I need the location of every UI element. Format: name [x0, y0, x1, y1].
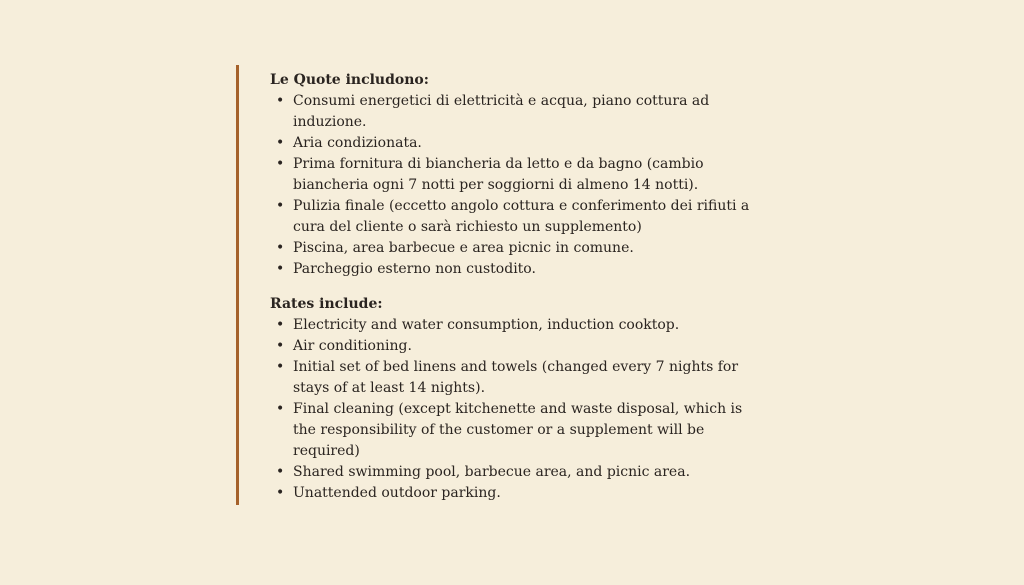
- english-inclusions-list: [270, 315, 756, 504]
- list-item: • Unattended outdoor parking.: [270, 483, 756, 504]
- list-item: • Pulizia finale (eccetto angolo cottura e conferimento dei rifiuti a cura del cliente o sarà richiesto un supplemento): [270, 196, 756, 238]
- list-item: • Piscina, area barbecue e area picnic in comune.: [270, 238, 756, 259]
- list-item: • Initial set of bed linens and towels (changed every 7 nights for stays of at least 14 nights).: [270, 357, 756, 399]
- list-item: • Consumi energetici di elettricità e acqua, piano cottura ad induzione.: [270, 91, 756, 133]
- english-heading: Rates include:: [270, 296, 383, 312]
- list-item: • Electricity and water consumption, induction cooktop.: [270, 315, 756, 336]
- list-item: • Final cleaning (except kitchenette and waste disposal, which is the responsibility of the customer or a supplement will be required): [270, 399, 756, 462]
- list-item: • Parcheggio esterno non custodito.: [270, 259, 756, 280]
- list-item: • Shared swimming pool, barbecue area, and picnic area.: [270, 462, 756, 483]
- list-item: • Air conditioning.: [270, 336, 756, 357]
- list-item: • Aria condizionata.: [270, 133, 756, 154]
- section-spacer: [270, 280, 756, 294]
- list-item: • Prima fornitura di biancheria da letto e da bagno (cambio biancheria ogni 7 notti per soggiorni di almeno 14 notti).: [270, 154, 756, 196]
- italian-inclusions-list: [270, 91, 756, 280]
- rates-quote-block: [236, 65, 756, 505]
- italian-heading: Le Quote includono:: [270, 72, 429, 88]
